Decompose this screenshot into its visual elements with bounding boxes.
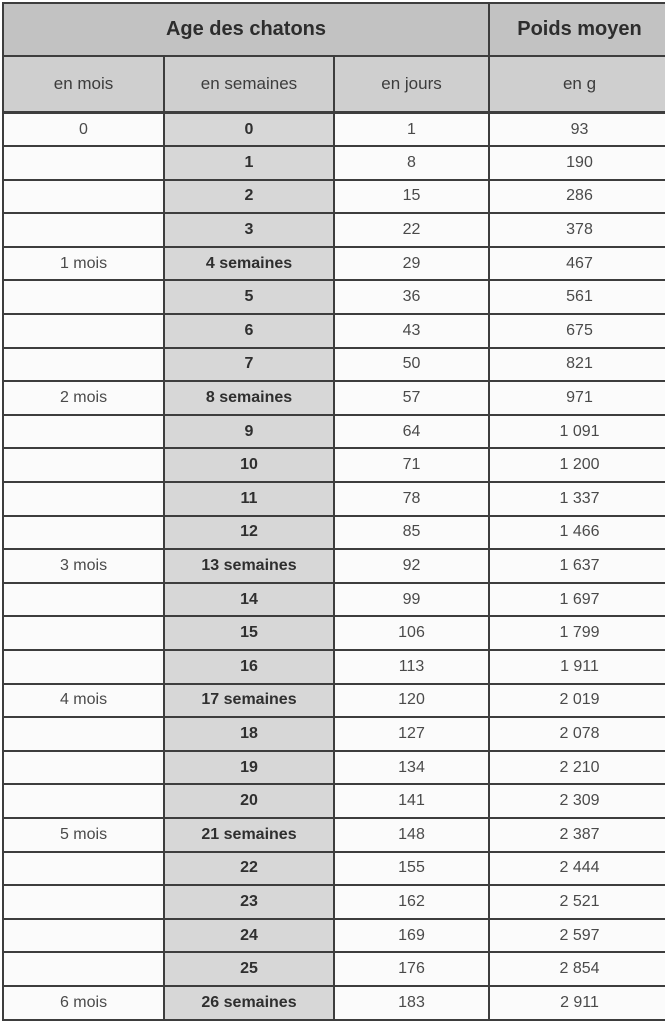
table-row (3, 684, 665, 718)
age-group-header: Age des chatons (3, 3, 489, 56)
cell-age-days: 8 (334, 146, 489, 180)
cell-age-days: 85 (334, 516, 489, 550)
cell-weight-grams: 1 200 (489, 448, 665, 482)
table-row (3, 885, 665, 919)
table-row (3, 650, 665, 684)
cell-age-months (3, 751, 164, 785)
table-row (3, 717, 665, 751)
cell-age-weeks: 18 (164, 717, 334, 751)
column-header-months: en mois (3, 56, 164, 113)
cell-age-weeks: 14 (164, 583, 334, 617)
table-body (3, 113, 665, 1020)
cell-weight-grams: 561 (489, 280, 665, 314)
cell-weight-grams: 190 (489, 146, 665, 180)
table-row (3, 952, 665, 986)
cell-age-months (3, 717, 164, 751)
table-row (3, 448, 665, 482)
cell-age-months (3, 146, 164, 180)
cell-weight-grams: 378 (489, 213, 665, 247)
cell-weight-grams: 2 019 (489, 684, 665, 718)
cell-weight-grams: 2 078 (489, 717, 665, 751)
column-header-grams: en g (489, 56, 665, 113)
cell-age-weeks: 0 (164, 113, 334, 147)
cell-weight-grams: 2 309 (489, 784, 665, 818)
cell-age-months (3, 852, 164, 886)
cell-age-months (3, 180, 164, 214)
cell-age-weeks: 16 (164, 650, 334, 684)
cell-age-weeks: 25 (164, 952, 334, 986)
cell-age-days: 183 (334, 986, 489, 1020)
cell-age-days: 176 (334, 952, 489, 986)
cell-age-weeks: 8 semaines (164, 381, 334, 415)
cell-age-months (3, 784, 164, 818)
cell-age-days: 36 (334, 280, 489, 314)
cell-age-days: 22 (334, 213, 489, 247)
cell-age-months: 6 mois (3, 986, 164, 1020)
cell-age-weeks: 22 (164, 852, 334, 886)
cell-age-months (3, 482, 164, 516)
table-header (3, 3, 665, 113)
cell-age-days: 71 (334, 448, 489, 482)
cell-weight-grams: 2 854 (489, 952, 665, 986)
cell-age-weeks: 10 (164, 448, 334, 482)
table-row (3, 549, 665, 583)
cell-age-months: 5 mois (3, 818, 164, 852)
weight-group-header: Poids moyen (489, 3, 665, 56)
table-row (3, 280, 665, 314)
table-row (3, 482, 665, 516)
table-row (3, 784, 665, 818)
cell-age-weeks: 13 semaines (164, 549, 334, 583)
table-row (3, 919, 665, 953)
cell-age-months: 3 mois (3, 549, 164, 583)
cell-age-days: 134 (334, 751, 489, 785)
table-row (3, 381, 665, 415)
cell-weight-grams: 1 697 (489, 583, 665, 617)
cell-weight-grams: 1 337 (489, 482, 665, 516)
cell-weight-grams: 821 (489, 348, 665, 382)
cell-age-months: 0 (3, 113, 164, 147)
cell-age-weeks: 15 (164, 616, 334, 650)
cell-weight-grams: 2 597 (489, 919, 665, 953)
cell-weight-grams: 2 387 (489, 818, 665, 852)
cell-age-weeks: 7 (164, 348, 334, 382)
cell-age-months (3, 213, 164, 247)
cell-weight-grams: 2 911 (489, 986, 665, 1020)
cell-age-days: 113 (334, 650, 489, 684)
cell-weight-grams: 2 444 (489, 852, 665, 886)
cell-age-weeks: 6 (164, 314, 334, 348)
table-row (3, 751, 665, 785)
cell-age-months (3, 314, 164, 348)
cell-age-weeks: 12 (164, 516, 334, 550)
cell-age-weeks: 3 (164, 213, 334, 247)
cell-age-weeks: 4 semaines (164, 247, 334, 281)
cell-age-weeks: 19 (164, 751, 334, 785)
table-row (3, 146, 665, 180)
group-header-row (3, 3, 665, 56)
cell-age-days: 120 (334, 684, 489, 718)
cell-age-weeks: 11 (164, 482, 334, 516)
column-header-days: en jours (334, 56, 489, 113)
cell-age-months: 4 mois (3, 684, 164, 718)
cell-age-weeks: 17 semaines (164, 684, 334, 718)
cell-age-weeks: 21 semaines (164, 818, 334, 852)
kitten-age-weight-table (2, 2, 665, 1021)
table-row (3, 213, 665, 247)
cell-age-weeks: 1 (164, 146, 334, 180)
cell-age-days: 148 (334, 818, 489, 852)
cell-weight-grams: 467 (489, 247, 665, 281)
cell-age-months: 2 mois (3, 381, 164, 415)
cell-age-months (3, 885, 164, 919)
cell-age-months (3, 448, 164, 482)
cell-age-days: 64 (334, 415, 489, 449)
subheader-row (3, 56, 665, 113)
cell-weight-grams: 93 (489, 113, 665, 147)
table-row (3, 113, 665, 147)
table-row (3, 247, 665, 281)
cell-age-months (3, 348, 164, 382)
table-row (3, 986, 665, 1020)
cell-age-months (3, 516, 164, 550)
cell-age-days: 1 (334, 113, 489, 147)
cell-age-months (3, 583, 164, 617)
cell-weight-grams: 1 637 (489, 549, 665, 583)
column-header-weeks: en semaines (164, 56, 334, 113)
cell-age-months (3, 650, 164, 684)
cell-age-months (3, 280, 164, 314)
cell-weight-grams: 286 (489, 180, 665, 214)
table-row (3, 314, 665, 348)
cell-age-weeks: 26 semaines (164, 986, 334, 1020)
cell-age-weeks: 20 (164, 784, 334, 818)
cell-age-days: 162 (334, 885, 489, 919)
cell-weight-grams: 2 210 (489, 751, 665, 785)
table-row (3, 348, 665, 382)
cell-age-days: 127 (334, 717, 489, 751)
cell-weight-grams: 971 (489, 381, 665, 415)
cell-age-months (3, 919, 164, 953)
table-row (3, 180, 665, 214)
cell-age-weeks: 9 (164, 415, 334, 449)
table-row (3, 415, 665, 449)
table-row (3, 616, 665, 650)
cell-age-days: 169 (334, 919, 489, 953)
table-row (3, 818, 665, 852)
cell-age-months (3, 952, 164, 986)
cell-weight-grams: 1 911 (489, 650, 665, 684)
cell-weight-grams: 675 (489, 314, 665, 348)
cell-age-weeks: 23 (164, 885, 334, 919)
cell-age-days: 15 (334, 180, 489, 214)
cell-age-months: 1 mois (3, 247, 164, 281)
cell-weight-grams: 1 091 (489, 415, 665, 449)
cell-age-weeks: 5 (164, 280, 334, 314)
cell-age-months (3, 616, 164, 650)
cell-age-days: 43 (334, 314, 489, 348)
cell-age-days: 141 (334, 784, 489, 818)
table-row (3, 516, 665, 550)
cell-age-days: 99 (334, 583, 489, 617)
cell-age-days: 106 (334, 616, 489, 650)
cell-age-days: 92 (334, 549, 489, 583)
cell-age-days: 50 (334, 348, 489, 382)
cell-age-days: 29 (334, 247, 489, 281)
cell-age-months (3, 415, 164, 449)
cell-age-days: 57 (334, 381, 489, 415)
cell-age-weeks: 2 (164, 180, 334, 214)
cell-age-weeks: 24 (164, 919, 334, 953)
cell-weight-grams: 1 466 (489, 516, 665, 550)
cell-age-days: 78 (334, 482, 489, 516)
table-row (3, 583, 665, 617)
cell-weight-grams: 2 521 (489, 885, 665, 919)
cell-weight-grams: 1 799 (489, 616, 665, 650)
cell-age-days: 155 (334, 852, 489, 886)
table-row (3, 852, 665, 886)
